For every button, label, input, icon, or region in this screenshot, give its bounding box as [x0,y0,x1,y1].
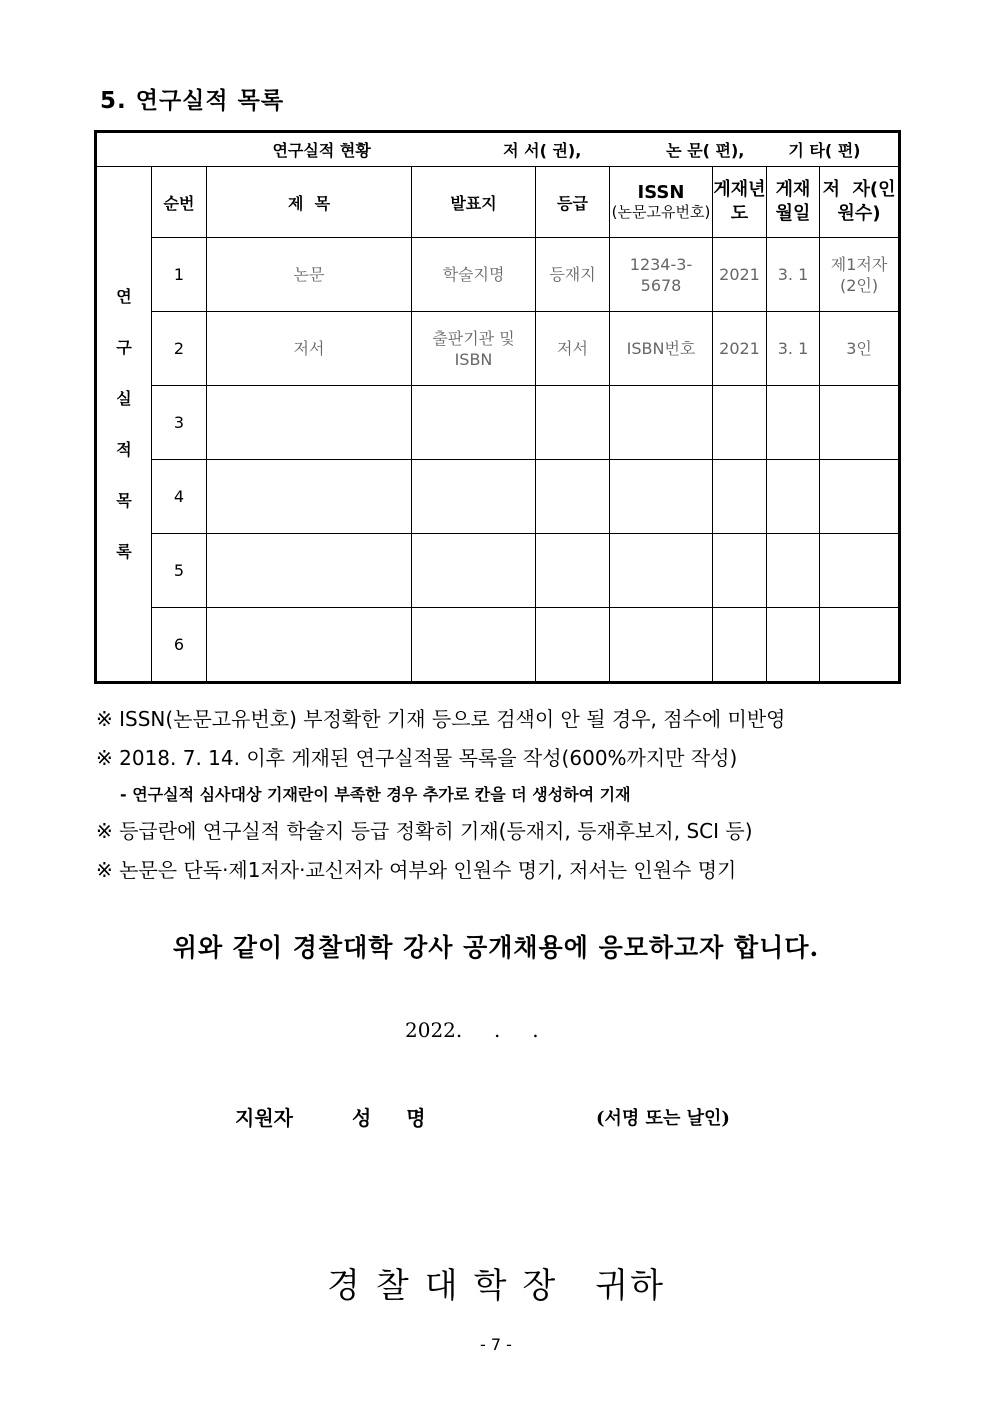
cell-no: 1 [152,238,207,312]
cell-grade[interactable]: 저서 [536,312,610,386]
cell-grade[interactable] [536,386,610,460]
addressee [0,1258,992,1307]
cell-author[interactable] [820,608,899,682]
header-issn-label: ISSN [637,181,685,203]
cell-year[interactable] [713,534,767,608]
cell-month[interactable]: 3. 1 [767,238,820,312]
cell-issn[interactable] [610,386,713,460]
cell-no: 4 [152,460,207,534]
cell-author[interactable] [820,386,899,460]
cell-month[interactable] [767,460,820,534]
cell-venue[interactable] [412,534,536,608]
cell-month[interactable] [767,534,820,608]
header-issn [610,167,713,238]
cell-author[interactable] [820,534,899,608]
cell-year[interactable] [713,608,767,682]
cell-no: 2 [152,312,207,386]
cell-author[interactable]: 제1저자(2인) [820,238,899,312]
summary-label: 연구실적 현황 [272,141,371,160]
cell-title[interactable] [207,534,412,608]
page-number: - 7 - [480,1335,512,1354]
cell-month[interactable] [767,608,820,682]
header-author: 저 자(인원수) [820,167,899,238]
table-row [97,460,899,534]
cell-title[interactable] [207,460,412,534]
cell-venue[interactable]: 출판기관 및 ISBN [412,312,536,386]
section-title: 5. 연구실적 목록 [100,88,285,114]
cell-title[interactable] [207,386,412,460]
table-row [97,534,899,608]
sub-note: - 연구실적 심사대상 기재란이 부족한 경우 추가로 칸을 더 생성하여 기재 [120,785,631,804]
applicant-label: 지원자 [235,1106,293,1130]
summary-papers: 논 문( 편), [666,141,745,160]
summary-cell [97,133,899,167]
header-no: 순번 [152,167,207,238]
side-label [97,167,152,682]
cell-month[interactable]: 3. 1 [767,312,820,386]
cell-venue[interactable] [412,608,536,682]
side-char: 실 [116,389,132,408]
table-row [97,386,899,460]
header-venue: 발표지 [412,167,536,238]
table-row [97,238,899,312]
cell-issn[interactable]: 1234-3-5678 [610,238,713,312]
side-char: 적 [116,440,132,459]
research-record-table [96,132,899,682]
cell-no: 3 [152,386,207,460]
note-item: ※ 등급란에 연구실적 학술지 등급 정확히 기재(등재지, 등재후보지, SCI 등) [96,819,753,843]
cell-venue[interactable]: 학술지명 [412,238,536,312]
cell-title[interactable]: 논문 [207,238,412,312]
cell-author[interactable] [820,460,899,534]
cell-grade[interactable]: 등재지 [536,238,610,312]
cell-issn[interactable]: ISBN번호 [610,312,713,386]
header-row [97,167,899,238]
cell-title[interactable] [207,608,412,682]
cell-year[interactable]: 2021 [713,238,767,312]
side-char: 록 [116,542,132,561]
cell-grade[interactable] [536,534,610,608]
side-char: 목 [116,491,132,510]
addressee-name: 경찰대학장 [327,1266,572,1306]
notes-block [96,700,916,890]
header-year: 게재년도 [713,167,767,238]
addressee-honorific: 귀하 [595,1266,665,1306]
table-row [97,608,899,682]
cell-author[interactable]: 3인 [820,312,899,386]
summary-others: 기 타( 편) [788,141,861,160]
cell-grade[interactable] [536,608,610,682]
cell-month[interactable] [767,386,820,460]
note-item: ※ ISSN(논문고유번호) 부정확한 기재 등으로 검색이 안 될 경우, 점수에 미반영 [96,707,786,731]
cell-title[interactable]: 저서 [207,312,412,386]
date-field[interactable]: 2022. . . [405,1018,539,1042]
name-label: 성 명 [352,1106,440,1130]
side-char: 구 [116,338,132,357]
cell-issn[interactable] [610,608,713,682]
header-issn-sub: (논문고유번호) [611,202,711,221]
cell-venue[interactable] [412,386,536,460]
summary-books: 저 서( 권), [503,141,582,160]
cell-no: 5 [152,534,207,608]
cell-year[interactable] [713,386,767,460]
header-title: 제 목 [207,167,412,238]
cell-year[interactable]: 2021 [713,312,767,386]
cell-no: 6 [152,608,207,682]
application-statement: 위와 같이 경찰대학 강사 공개채용에 응모하고자 합니다. [172,933,820,962]
note-item: ※ 논문은 단독·제1저자·교신저자 여부와 인원수 명기, 저서는 인원수 명기 [96,858,737,882]
note-item: ※ 2018. 7. 14. 이후 게재된 연구실적물 목록을 작성(600%까지만 작성) [96,746,738,770]
cell-issn[interactable] [610,534,713,608]
cell-grade[interactable] [536,460,610,534]
summary-row [97,133,899,167]
cell-issn[interactable] [610,460,713,534]
signature-field[interactable]: (서명 또는 날인) [596,1108,730,1129]
header-grade: 등급 [536,167,610,238]
table-row [97,312,899,386]
cell-year[interactable] [713,460,767,534]
cell-venue[interactable] [412,460,536,534]
side-char: 연 [116,287,132,306]
header-month: 게재월일 [767,167,820,238]
